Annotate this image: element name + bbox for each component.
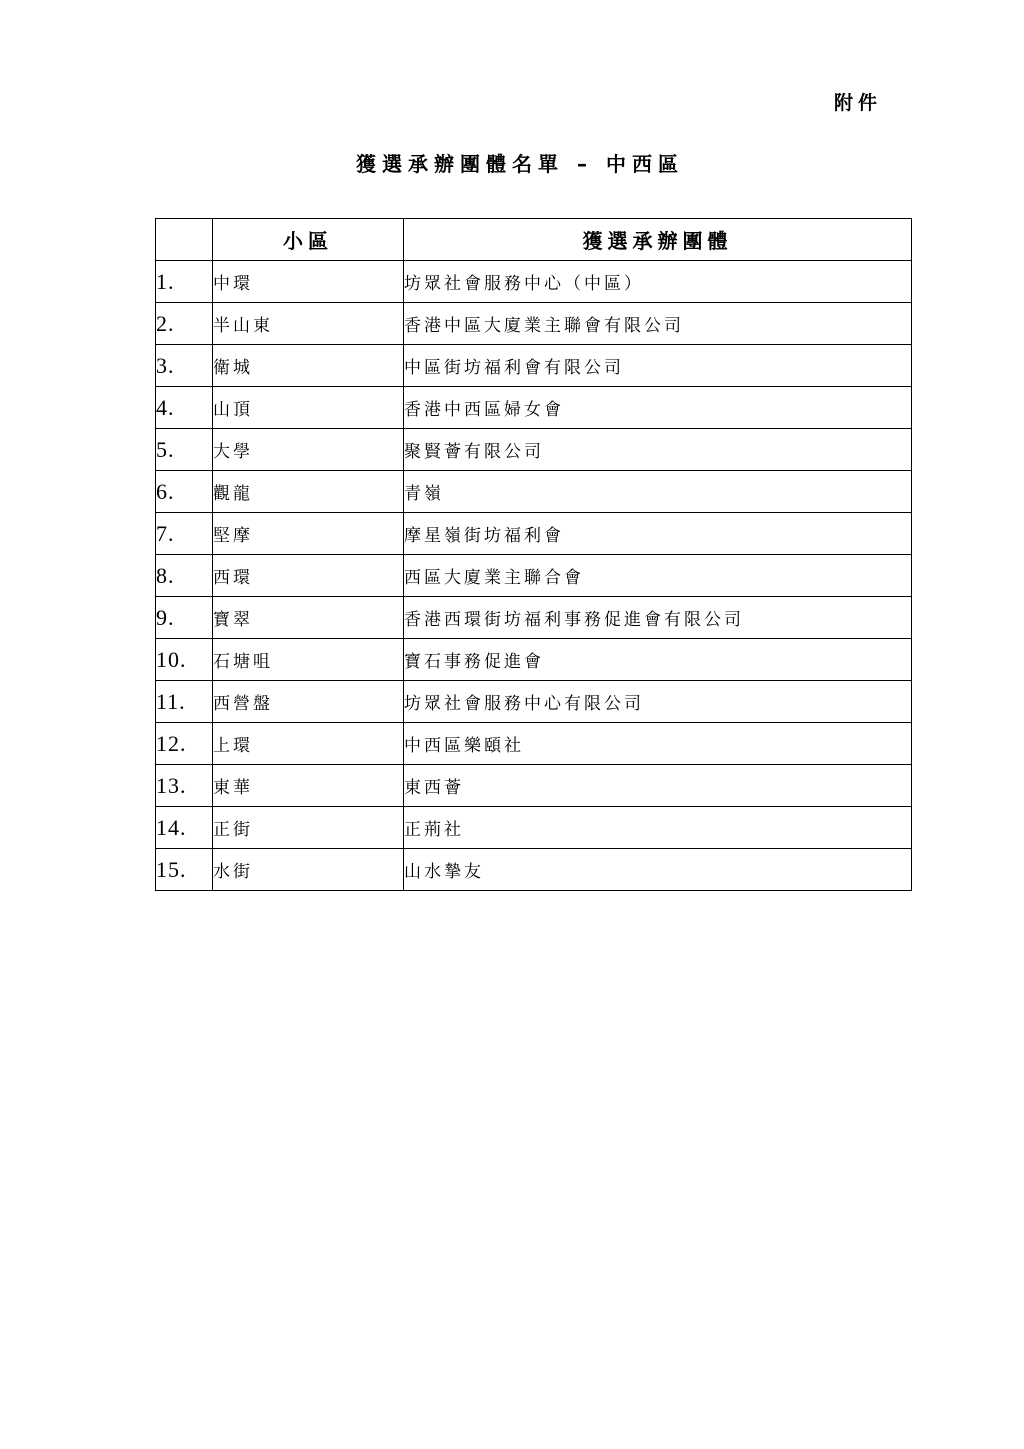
header-district: 小區 [213, 219, 404, 261]
table-row [156, 555, 912, 597]
row-organisation: 東西薈 [404, 765, 912, 807]
row-number: 4. [156, 387, 213, 429]
table-header-row [156, 219, 912, 261]
row-number: 6. [156, 471, 213, 513]
row-district: 正街 [213, 807, 404, 849]
row-number: 2. [156, 303, 213, 345]
row-district: 水街 [213, 849, 404, 891]
row-number: 9. [156, 597, 213, 639]
row-organisation: 中區街坊福利會有限公司 [404, 345, 912, 387]
row-district: 西環 [213, 555, 404, 597]
row-district: 大學 [213, 429, 404, 471]
row-organisation: 摩星嶺街坊福利會 [404, 513, 912, 555]
row-district: 山頂 [213, 387, 404, 429]
row-district: 堅摩 [213, 513, 404, 555]
row-district: 觀龍 [213, 471, 404, 513]
table-row [156, 303, 912, 345]
row-number: 8. [156, 555, 213, 597]
document-title: 獲選承辦團體名單 – 中西區 [356, 152, 684, 176]
row-number: 15. [156, 849, 213, 891]
row-organisation: 香港中區大廈業主聯會有限公司 [404, 303, 912, 345]
table-row [156, 345, 912, 387]
row-district: 西營盤 [213, 681, 404, 723]
row-organisation: 聚賢薈有限公司 [404, 429, 912, 471]
table-row [156, 261, 912, 303]
table-row [156, 723, 912, 765]
table-row [156, 597, 912, 639]
row-organisation: 香港中西區婦女會 [404, 387, 912, 429]
row-organisation: 坊眾社會服務中心（中區） [404, 261, 912, 303]
table-row [156, 765, 912, 807]
row-number: 3. [156, 345, 213, 387]
row-organisation: 正荊社 [404, 807, 912, 849]
table-row [156, 513, 912, 555]
table-row [156, 681, 912, 723]
table-row [156, 429, 912, 471]
table-row [156, 471, 912, 513]
row-organisation: 坊眾社會服務中心有限公司 [404, 681, 912, 723]
table-row [156, 387, 912, 429]
row-number: 13. [156, 765, 213, 807]
row-number: 11. [156, 681, 213, 723]
row-organisation: 中西區樂頤社 [404, 723, 912, 765]
annex-label: 附件 [834, 92, 883, 114]
row-district: 中環 [213, 261, 404, 303]
row-number: 1. [156, 261, 213, 303]
table-row [156, 849, 912, 891]
row-organisation: 山水摯友 [404, 849, 912, 891]
row-organisation: 香港西環街坊福利事務促進會有限公司 [404, 597, 912, 639]
table-row [156, 639, 912, 681]
header-number [156, 219, 213, 261]
row-district: 寶翠 [213, 597, 404, 639]
row-district: 東華 [213, 765, 404, 807]
row-number: 12. [156, 723, 213, 765]
row-district: 衛城 [213, 345, 404, 387]
row-number: 14. [156, 807, 213, 849]
organisation-table [155, 218, 912, 891]
row-number: 7. [156, 513, 213, 555]
row-district: 半山東 [213, 303, 404, 345]
row-district: 上環 [213, 723, 404, 765]
table-row [156, 807, 912, 849]
row-district: 石塘咀 [213, 639, 404, 681]
row-number: 10. [156, 639, 213, 681]
row-organisation: 青嶺 [404, 471, 912, 513]
row-organisation: 西區大廈業主聯合會 [404, 555, 912, 597]
row-organisation: 寶石事務促進會 [404, 639, 912, 681]
header-organisation: 獲選承辦團體 [404, 219, 912, 261]
row-number: 5. [156, 429, 213, 471]
